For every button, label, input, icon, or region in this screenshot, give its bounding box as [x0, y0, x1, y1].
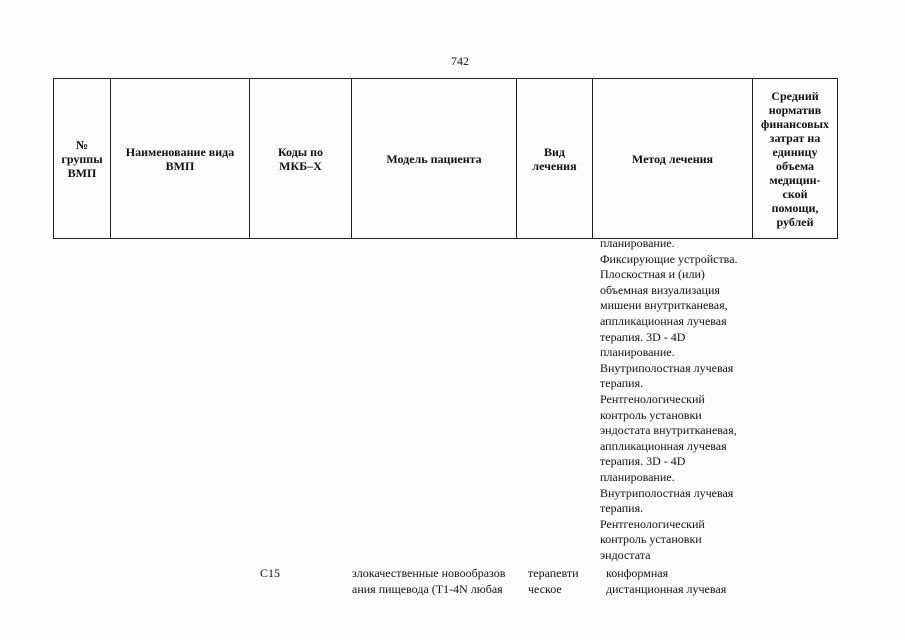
header-treatment-type: Вид лечения	[517, 79, 593, 239]
patient-model-text: злокачественные новообразов ания пищевода (T1-4N любая	[352, 566, 506, 596]
header-vmp-type-name: Наименование вида ВМП	[111, 79, 250, 239]
treatment-method-continuation: планирование. Фиксирующие устройства. Плоскостная и (или) объемная визуализация мишени внутритканевая, аппликационная лучевая терапия. 3D - 4D планирование. Внутриполостная лучевая терапия. Рентгенологический контроль установки эндостата внутритканевая, аппликационная лучевая терапия. 3D - 4D планирование. Внутриполостная лучевая терапия. Рентгенологический контроль установки эндостата	[600, 236, 738, 562]
header-patient-model: Модель пациента	[352, 79, 517, 239]
header-treatment-method: Метод лечения	[593, 79, 753, 239]
table-header	[53, 78, 838, 239]
header-icd-codes: Коды по МКБ–Х	[250, 79, 352, 239]
treatment-method-text: конформная дистанционная лучевая	[606, 566, 727, 596]
header-group-number: № группы ВМП	[54, 79, 111, 239]
treatment-type-text: терапевти ческое	[528, 566, 579, 596]
icd-code-c15: C15	[260, 566, 281, 580]
header-average-cost: Средний норматив финансовых затрат на единицу объема медицин- ской помощи, рублей	[753, 79, 838, 239]
page-number: 742	[451, 54, 469, 68]
